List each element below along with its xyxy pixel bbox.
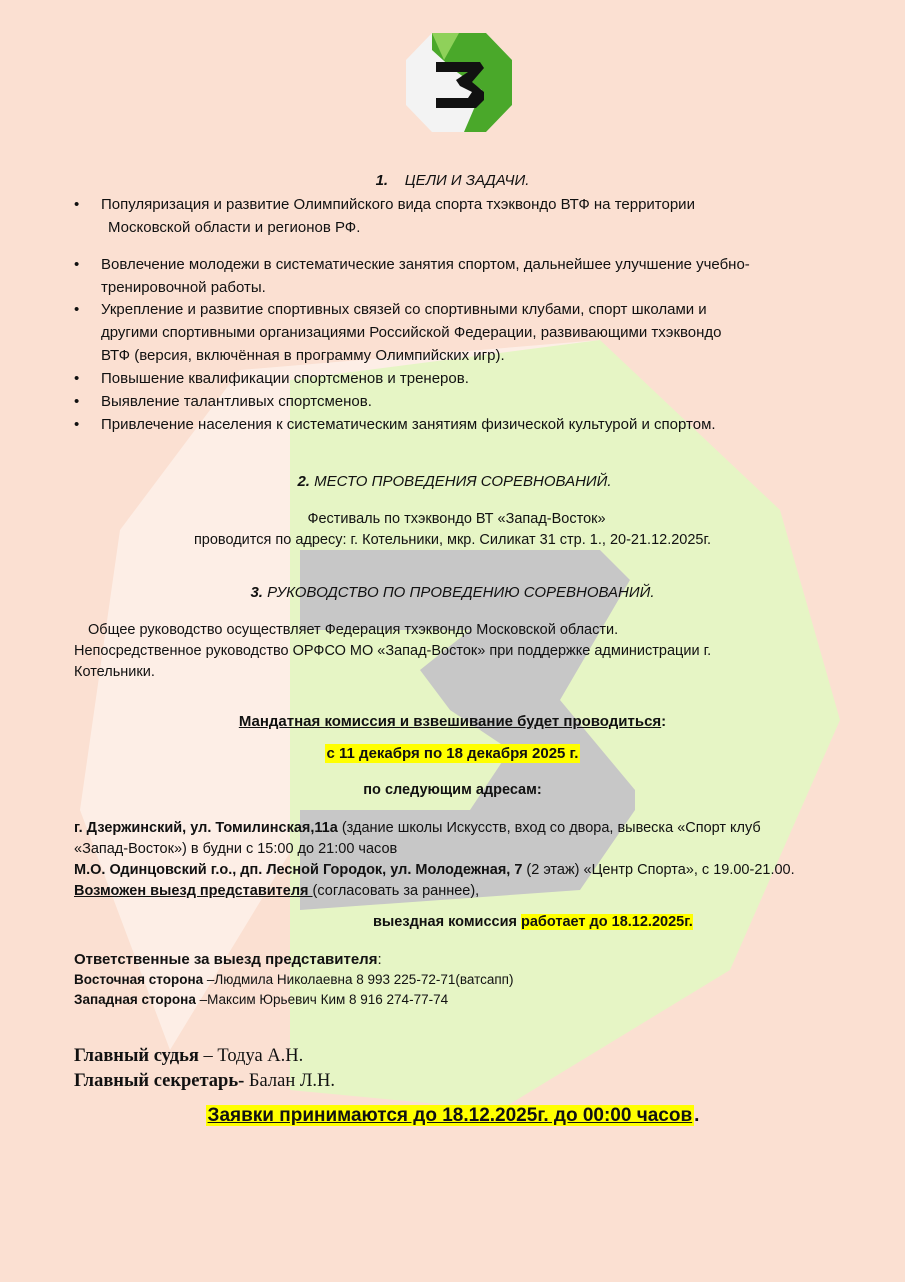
section3-line3: Котельники. <box>74 664 155 680</box>
deadline-dot: . <box>694 1105 700 1126</box>
mandate-dates-row <box>0 745 905 762</box>
west-label: Западная сторона <box>74 992 196 1007</box>
federation-logo <box>404 30 514 135</box>
section2-line1: Фестиваль по тхэквондо ВТ «Запад-Восток» <box>307 511 606 527</box>
west-value: –Максим Юрьевич Ким 8 916 274-77-74 <box>195 992 449 1007</box>
chief-judge <box>74 1044 303 1068</box>
deadline <box>0 1105 905 1127</box>
addresses-label: по следующим адресам: <box>363 782 542 798</box>
list-item-line: Выявление талантливых спортсменов. <box>101 393 372 410</box>
chief-judge-value: – Тодуа А.Н. <box>198 1046 304 1066</box>
section2-line2: проводится по адресу: г. Котельники, мкр. Силикат 31 стр. 1., 20-21.12.2025г. <box>193 532 712 548</box>
list-item-line: ВТФ (версия, включённая в программу Олимпийских игр). <box>101 347 505 364</box>
chief-judge-label: Главный судья <box>74 1046 199 1066</box>
deadline-text: Заявки принимаются до 18.12.2025г. до 00:00 часов <box>207 1105 693 1126</box>
list-item-line: Укрепление и развитие спортивных связей со спортивными клубами, спорт школами и <box>101 301 707 318</box>
visit-until: работает до 18.12.2025г. <box>521 914 693 930</box>
section3-heading-text: РУКОВОДСТВО ПО ПРОВЕДЕНИЮ СОРЕВНОВАНИЙ. <box>267 584 655 601</box>
section3-line2: Непосредственное руководство ОРФСО МО «Запад-Восток» при поддержке администрации г. <box>74 643 712 659</box>
bullet-icon: • <box>74 256 80 273</box>
address-1-bold: г. Дзержинский, ул. Томилинская,11а <box>74 820 338 836</box>
visit-line <box>74 881 864 902</box>
address-2-bold: М.О. Одинцовский г.о., дп. Лесной Городок, ул. Молодежная, 7 <box>74 862 523 878</box>
list-item-line: Московской области и регионов РФ. <box>108 219 361 236</box>
responsible-title-colon: : <box>377 951 382 968</box>
address-2-rest: (2 этаж) «Центр Спорта», с 19.00-21.00. <box>522 862 795 878</box>
section1-heading-text: ЦЕЛИ И ЗАДАЧИ. <box>404 172 530 189</box>
chief-secretary <box>74 1069 335 1093</box>
mandate-title <box>0 713 905 730</box>
bullet-icon: • <box>74 301 80 318</box>
responsible-title <box>74 951 382 968</box>
section2-heading <box>2 473 905 490</box>
mandate-dates: с 11 декабря по 18 декабря 2025 г. <box>326 745 579 762</box>
visit-bold: Возможен выезд представителя <box>74 883 313 899</box>
bullet-icon: • <box>74 393 80 410</box>
visit-rest: (согласовать за раннее), <box>312 883 480 899</box>
bullet-icon: • <box>74 196 80 213</box>
section3-heading <box>0 584 905 601</box>
list-item-line: Вовлечение молодежи в систематические занятия спортом, дальнейшее улучшение учебно- <box>101 256 750 273</box>
bullet-icon: • <box>74 370 80 387</box>
responsible-title-text: Ответственные за выезд представителя <box>74 951 378 968</box>
visit-commission-text: выездная комиссия <box>373 914 521 930</box>
responsible-east <box>74 970 513 990</box>
section1-heading <box>0 172 905 189</box>
list-item-line: Привлечение населения к систематическим занятиям физической культурой и спортом. <box>101 416 716 433</box>
address-1-line2: «Запад-Восток») в будни с 15:00 до 21:00 часов <box>74 841 398 857</box>
visit-commission <box>373 914 693 930</box>
list-item-line: Повышение квалификации спортсменов и тренеров. <box>101 370 469 387</box>
list-item-line: тренировочной работы. <box>101 279 266 296</box>
bullet-icon: • <box>74 416 80 433</box>
section3-heading-num: 3. <box>250 584 263 601</box>
chief-secretary-label: Главный секретарь- <box>74 1071 245 1091</box>
address-1-rest: (здание школы Искусств, вход со двора, вывеска «Спорт клуб <box>337 820 761 836</box>
section2-heading-text: МЕСТО ПРОВЕДЕНИЯ СОРЕВНОВАНИЙ. <box>314 473 612 490</box>
east-label: Восточная сторона <box>74 972 204 987</box>
address-block <box>74 818 864 902</box>
list-item-line: другими спортивными организациями Российской Федерации, развивающими тхэквондо <box>101 324 722 341</box>
responsible-west <box>74 990 448 1010</box>
mandate-title-colon: : <box>661 713 667 730</box>
list-item-line: Популяризация и развитие Олимпийского вида спорта тхэквондо ВТФ на территории <box>101 196 695 213</box>
address-1 <box>74 818 864 839</box>
section1-heading-num: 1. <box>375 172 389 189</box>
address-2 <box>74 860 864 881</box>
section2-heading-num: 2. <box>297 473 310 490</box>
east-value: –Людмила Николаевна 8 993 225-72-71(ватсапп) <box>203 972 514 987</box>
mandate-title-text: Мандатная комиссия и взвешивание будет проводиться <box>238 713 662 730</box>
section3-line1: Общее руководство осуществляет Федерация тхэквондо Московской области. <box>88 622 619 638</box>
chief-secretary-value: Балан Л.Н. <box>244 1071 336 1091</box>
